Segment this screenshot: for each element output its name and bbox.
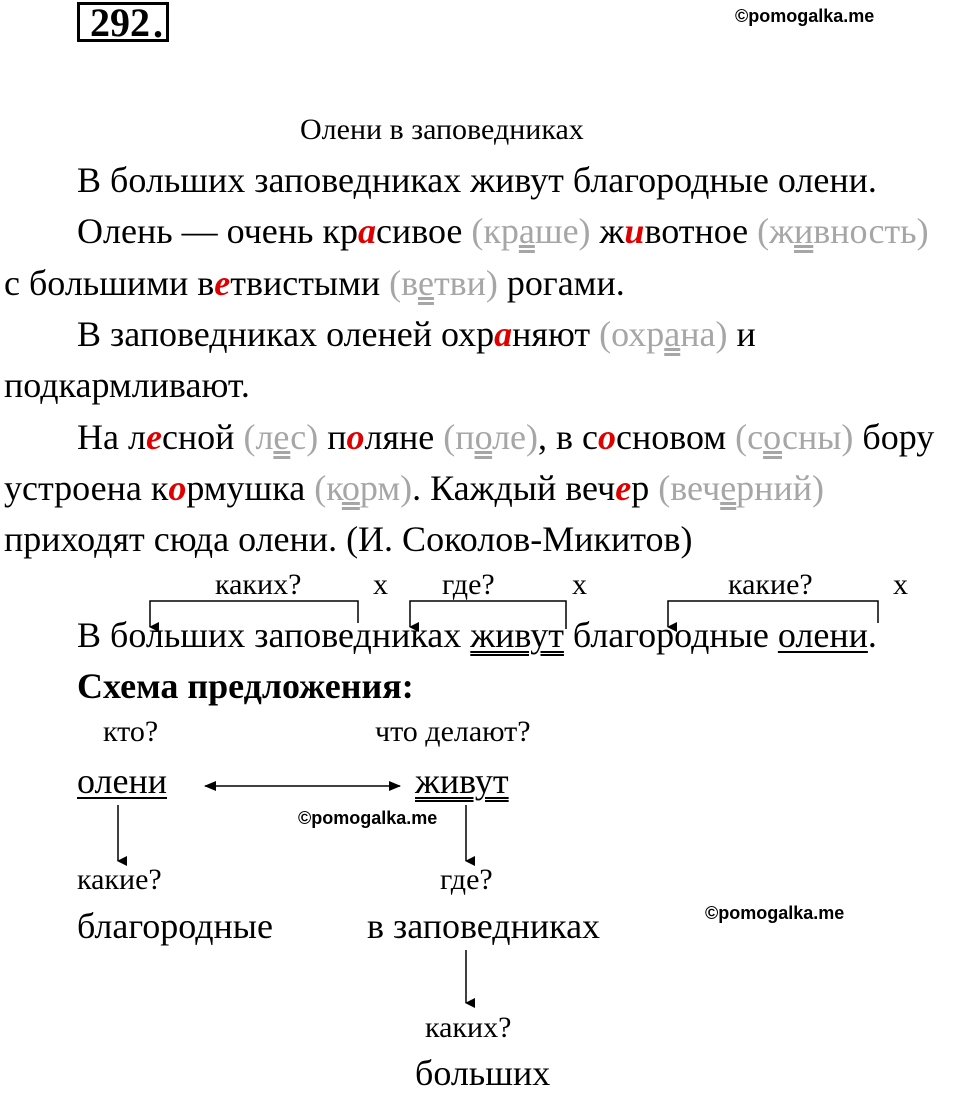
text-title: Олени в заповедниках [300, 113, 584, 146]
parse-mark-x2: х [572, 568, 587, 601]
paragraph-2-line-2: с большими ветвистыми (ветви) рогами. [4, 263, 625, 303]
subject-word: олени [777, 615, 868, 655]
arrow-kakih [150, 601, 358, 627]
scheme-question-which: какие? [77, 863, 162, 896]
watermark-bottom: ©pomogalka.me [705, 903, 845, 923]
parse-question-kakih: каких? [215, 568, 302, 601]
check-word: (краше) [471, 211, 591, 251]
vowel-highlight: е [145, 417, 162, 457]
vowel-highlight: о [598, 417, 617, 457]
vowel-highlight: е [214, 263, 231, 303]
parse-question-kakie: какие? [728, 568, 813, 601]
vowel-highlight: е [615, 468, 632, 508]
vowel-highlight: и [624, 211, 645, 251]
watermark-middle: ©pomogalka.me [298, 808, 438, 828]
predicate-word: живут [470, 615, 564, 655]
scheme-question-which2: каких? [425, 1011, 512, 1044]
parse-question-gde: где? [442, 568, 495, 601]
scheme-heading: Схема предложения: [77, 666, 414, 706]
parse-mark-x1: х [373, 568, 388, 601]
check-word: (охрана) [599, 314, 728, 354]
paragraph-4-line-3: приходят сюда олени. (И. Соколов-Микитов) [4, 519, 693, 559]
check-word: (сосны) [735, 417, 854, 457]
scheme-question-where: где? [440, 863, 493, 896]
arrow-gde [410, 601, 566, 629]
scheme-subject: олени [77, 761, 167, 801]
parsed-sentence: В больших заповедниках живут благородные олени. [77, 615, 877, 655]
check-word: (вечерний) [658, 468, 824, 508]
check-word: (лес) [243, 417, 319, 457]
scheme-adjective: благородные [77, 906, 273, 946]
vowel-highlight: а [357, 211, 376, 251]
check-word: (поле) [443, 417, 539, 457]
check-word: (корм) [314, 468, 413, 508]
vowel-highlight: о [168, 468, 187, 508]
parse-mark-x3: х [893, 568, 908, 601]
scheme-adjective-2: больших [415, 1053, 551, 1093]
check-word: (живность) [757, 211, 929, 251]
arrow-kakie [668, 601, 878, 627]
scheme-predicate: живут [415, 761, 509, 801]
paragraph-3-line-2: подкармливают. [4, 365, 250, 405]
exercise-number-dot: . [153, 1, 163, 46]
check-word: (ветви) [389, 263, 498, 303]
paragraph-3-line-1: В заповедниках оленей охраняют (охрана) и [77, 314, 756, 354]
watermark-top: ©pomogalka.me [735, 6, 875, 26]
vowel-highlight: о [346, 417, 365, 457]
paragraph-4-line-1: На лесной (лес) поляне (поле), в сосновом (сосны) бору [77, 417, 935, 457]
paragraph-2-line-1: Олень — очень красивое (краше) животное (живность) [77, 211, 929, 251]
scheme-question-do: что делают? [375, 715, 531, 748]
scheme-place: в заповедниках [367, 906, 601, 946]
paragraph-1: В больших заповедниках живут благородные олени. [77, 160, 877, 200]
exercise-number: 292 [90, 0, 150, 45]
scheme-question-who: кто? [103, 715, 159, 748]
paragraph-4-line-2: устроена кормушка (корм). Каждый вечер (вечерний) [4, 468, 824, 508]
vowel-highlight: а [494, 314, 513, 354]
